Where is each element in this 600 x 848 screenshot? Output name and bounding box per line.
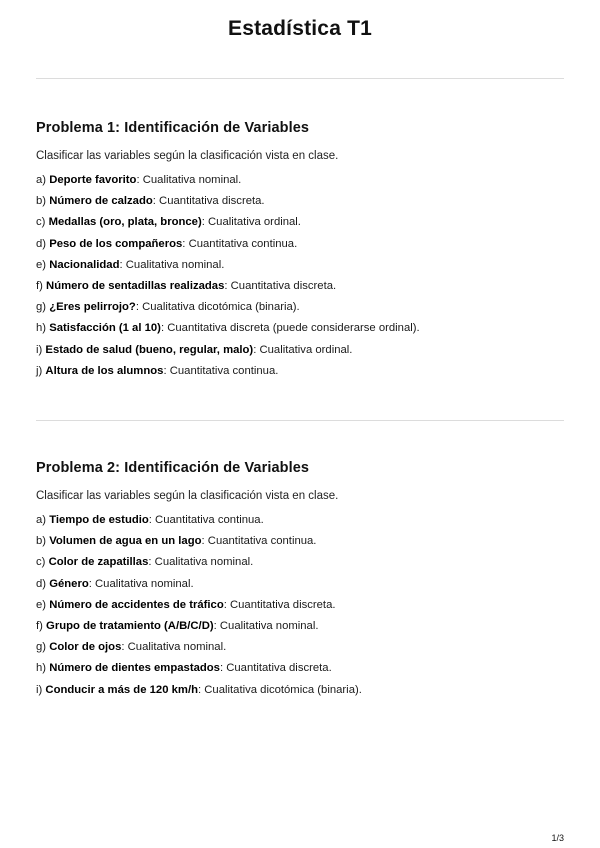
item-description: : Cuantitativa continua.: [163, 364, 279, 377]
problem-2-heading: Problema 2: Identificación de Variables: [36, 460, 310, 476]
list-item: [36, 191, 564, 212]
list-item: [36, 680, 564, 701]
list-item: [36, 510, 564, 531]
item-letter: e): [36, 258, 47, 271]
item-description: : Cualitativa nominal.: [121, 641, 227, 654]
item-letter: g): [36, 641, 47, 654]
item-letter: a): [36, 514, 47, 526]
list-item: [36, 658, 564, 679]
item-term: Satisfacción (1 al 10): [49, 322, 161, 335]
item-description: : Cualitativa nominal.: [88, 577, 194, 590]
item-term: Número de calzado: [49, 195, 153, 208]
item-description: : Cualitativa dicotómica (binaria).: [135, 301, 300, 314]
item-term: Género: [49, 577, 89, 590]
item-term: Grupo de tratamiento (A/B/C/D): [46, 620, 214, 633]
item-term: Conducir a más de 120 km/h: [45, 683, 198, 696]
item-term: Estado de salud (bueno, regular, malo): [45, 343, 254, 356]
list-item: [36, 255, 564, 276]
item-letter: f): [36, 620, 43, 633]
item-description: : Cualitativa ordinal.: [253, 343, 353, 356]
item-term: Volumen de agua en un lago: [49, 535, 202, 548]
list-item: [36, 297, 564, 318]
list-item: [36, 170, 564, 191]
page-number: 1/3: [551, 833, 564, 843]
item-description: : Cuantitativa discreta.: [223, 598, 336, 611]
item-letter: d): [36, 577, 47, 590]
list-item: [36, 361, 564, 382]
item-description: : Cualitativa nominal.: [119, 258, 225, 271]
item-description: : Cuantitativa continua.: [148, 514, 264, 526]
item-letter: i): [36, 683, 43, 696]
item-letter: j): [36, 364, 43, 377]
item-letter: g): [36, 301, 47, 314]
problem-1-intro: Clasificar las variables según la clasificación vista en clase.: [36, 150, 339, 162]
item-letter: e): [36, 598, 47, 611]
item-term: Número de sentadillas realizadas: [46, 280, 225, 293]
list-item: [36, 552, 564, 573]
item-description: : Cualitativa dicotómica (binaria).: [198, 683, 362, 696]
problem-2-list: [36, 510, 564, 701]
item-term: Deporte favorito: [49, 174, 137, 186]
list-item: [36, 637, 564, 658]
item-description: : Cualitativa nominal.: [213, 620, 319, 633]
item-description: : Cuantitativa discreta.: [224, 280, 337, 293]
problem-2-section: [36, 460, 564, 701]
item-term: ¿Eres pelirrojo?: [49, 301, 136, 314]
problem-1-heading: Problema 1: Identificación de Variables: [36, 120, 310, 136]
item-term: Número de accidentes de tráfico: [49, 598, 224, 611]
item-letter: h): [36, 662, 47, 675]
divider: [36, 78, 564, 79]
divider: [36, 420, 564, 421]
item-term: Peso de los compañeros: [49, 237, 183, 250]
item-description: : Cuantitativa discreta.: [152, 195, 265, 208]
item-description: : Cualitativa nominal.: [136, 174, 242, 186]
page-title: Estadística T1: [227, 17, 373, 40]
item-description: : Cuantitativa continua.: [182, 237, 298, 250]
item-term: Altura de los alumnos: [45, 364, 164, 377]
item-term: Color de zapatillas: [48, 556, 149, 569]
item-letter: b): [36, 195, 47, 208]
list-item: [36, 212, 564, 233]
list-item: [36, 276, 564, 297]
list-item: [36, 234, 564, 255]
item-description: : Cualitativa ordinal.: [201, 216, 301, 229]
list-item: [36, 616, 564, 637]
list-item: [36, 318, 564, 339]
item-term: Medallas (oro, plata, bronce): [48, 216, 202, 229]
list-item: [36, 595, 564, 616]
item-letter: c): [36, 556, 46, 569]
item-description: : Cuantitativa discreta.: [219, 662, 332, 675]
item-letter: f): [36, 280, 43, 293]
item-term: Nacionalidad: [49, 258, 120, 271]
problem-1-list: [36, 170, 564, 382]
item-letter: i): [36, 343, 43, 356]
item-term: Tiempo de estudio: [49, 514, 149, 526]
problem-1-section: [36, 120, 564, 382]
item-description: : Cualitativa nominal.: [148, 556, 254, 569]
item-description: : Cuantitativa continua.: [201, 535, 317, 548]
item-letter: d): [36, 237, 47, 250]
item-description: : Cuantitativa discreta (puede considerarse ordinal).: [160, 322, 420, 335]
item-term: Número de dientes empastados: [49, 662, 220, 675]
item-letter: h): [36, 322, 47, 335]
list-item: [36, 574, 564, 595]
item-letter: c): [36, 216, 46, 229]
item-term: Color de ojos: [49, 641, 122, 654]
list-item: [36, 340, 564, 361]
item-letter: b): [36, 535, 47, 548]
item-letter: a): [36, 174, 47, 186]
problem-2-intro: Clasificar las variables según la clasificación vista en clase.: [36, 490, 339, 502]
list-item: [36, 531, 564, 552]
